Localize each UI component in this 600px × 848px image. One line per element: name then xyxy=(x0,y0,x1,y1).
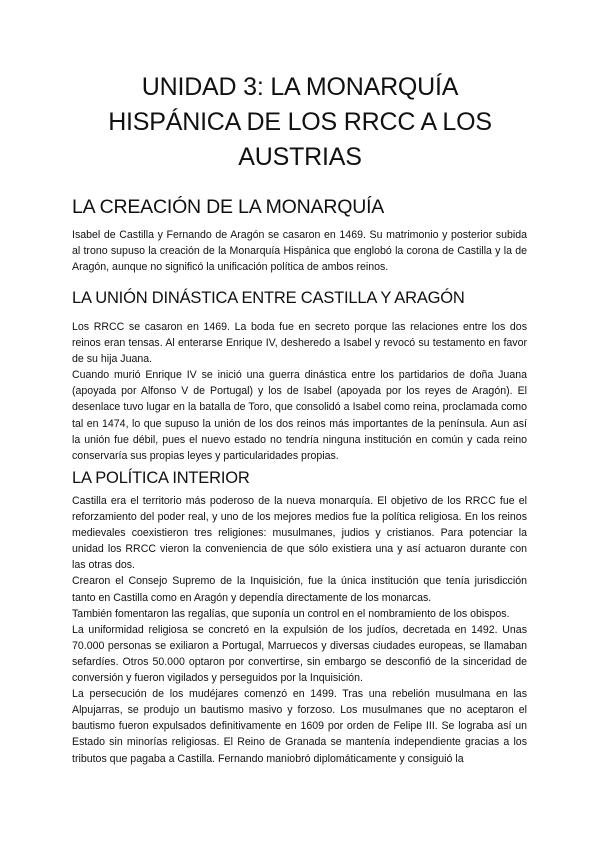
section-body-union xyxy=(72,319,527,464)
paragraph: Los RRCC se casaron en 1469. La boda fue en secreto porque las relaciones entre los dos reinos eran tensas. Al enterarse Enrique IV, desheredo a Isabel y revocó su testamento en favor de su hija Juana. xyxy=(72,321,527,366)
section-heading-politica: LA POLÍTICA INTERIOR xyxy=(72,469,250,487)
section-body-creacion xyxy=(72,227,527,275)
section-body-politica xyxy=(72,493,527,767)
paragraph: La uniformidad religiosa se concretó en la expulsión de los judíos, decretada en 1492. Unas 70.000 personas se exiliaron a Portugal, Marruecos y diversas ciudades europeas, se llamaban sefardíes. Otros 50.000 optaron por convertirse, sin embargo se desconfió de la sinceridad de conversión y fueron vigilados y perseguidos por la Inquisición. xyxy=(72,623,527,685)
section-heading-creacion: LA CREACIÓN DE LA MONARQUÍA xyxy=(72,196,385,218)
paragraph: Castilla era el territorio más poderoso de la nueva monarquía. El objetivo de los RRCC fue el reforzamiento del poder real, y uno de los mejores medios fue la política religiosa. En los reinos medievales coexistieron tres religiones: musulmanes, judios y cristianos. Para potenciar la unidad los RRCC vieron la conveniencia de que sólo existiera una y así actuaron durante con las otras dos. xyxy=(72,495,527,572)
paragraph: La persecución de los mudéjares comenzó en 1499. Tras una rebelión musulmana en las Alpujarras, se produjo un bautismo masivo y forzoso. Los musulmanes que no aceptaron el bautismo fueron expulsados definitivamente en 1609 por orden de Felipe III. Se lograba así un Estado sin minorías religiosas. El Reino de Granada se mantenía independiente gracias a los tributos que pagaba a Castilla. Fernando maniobró diplomáticamente y consiguió la xyxy=(72,688,527,765)
title-line-2: HISPÁNICA DE LOS RRCC A LOS xyxy=(108,108,492,136)
title-line-1: UNIDAD 3: LA MONARQUÍA xyxy=(141,73,459,101)
paragraph: Cuando murió Enrique IV se inició una guerra dinástica entre los partidarios de doña Juana (apoyada por Alfonso V de Portugal) y los de Isabel (apoyada por los reyes de Aragón). El desenlace tuvo lugar en la batalla de Toro, que consolidó a Isabel como reina, proclamada como tal en 1474, lo que supuso la unión de los dos reinos más importantes de la península. Aun así la unión fue débil, pues el nuevo estado no tendría ninguna institución en común y cada reino conservaría sus propias leyes y particularidades propias. xyxy=(72,369,527,462)
title-line-3: AUSTRIAS xyxy=(238,143,362,171)
section-heading-union: LA UNIÓN DINÁSTICA ENTRE CASTILLA Y ARAGÓN xyxy=(72,289,465,307)
paragraph: Crearon el Consejo Supremo de la Inquisición, fue la única institución que tenía jurisdicción tanto en Castilla como en Aragón y dependía directamente de los monarcas. xyxy=(72,575,527,604)
paragraph: También fomentaron las regalías, que suponía un control en el nombramiento de los obispos. xyxy=(72,607,510,620)
paragraph: Isabel de Castilla y Fernando de Aragón se casaron en 1469. Su matrimonio y posterior subida al trono supuso la creación de la Monarquía Hispánica que englobó la corona de Castilla y la de Aragón, aunque no significó la unificación política de ambos reinos. xyxy=(72,229,527,274)
document-title xyxy=(60,70,540,175)
